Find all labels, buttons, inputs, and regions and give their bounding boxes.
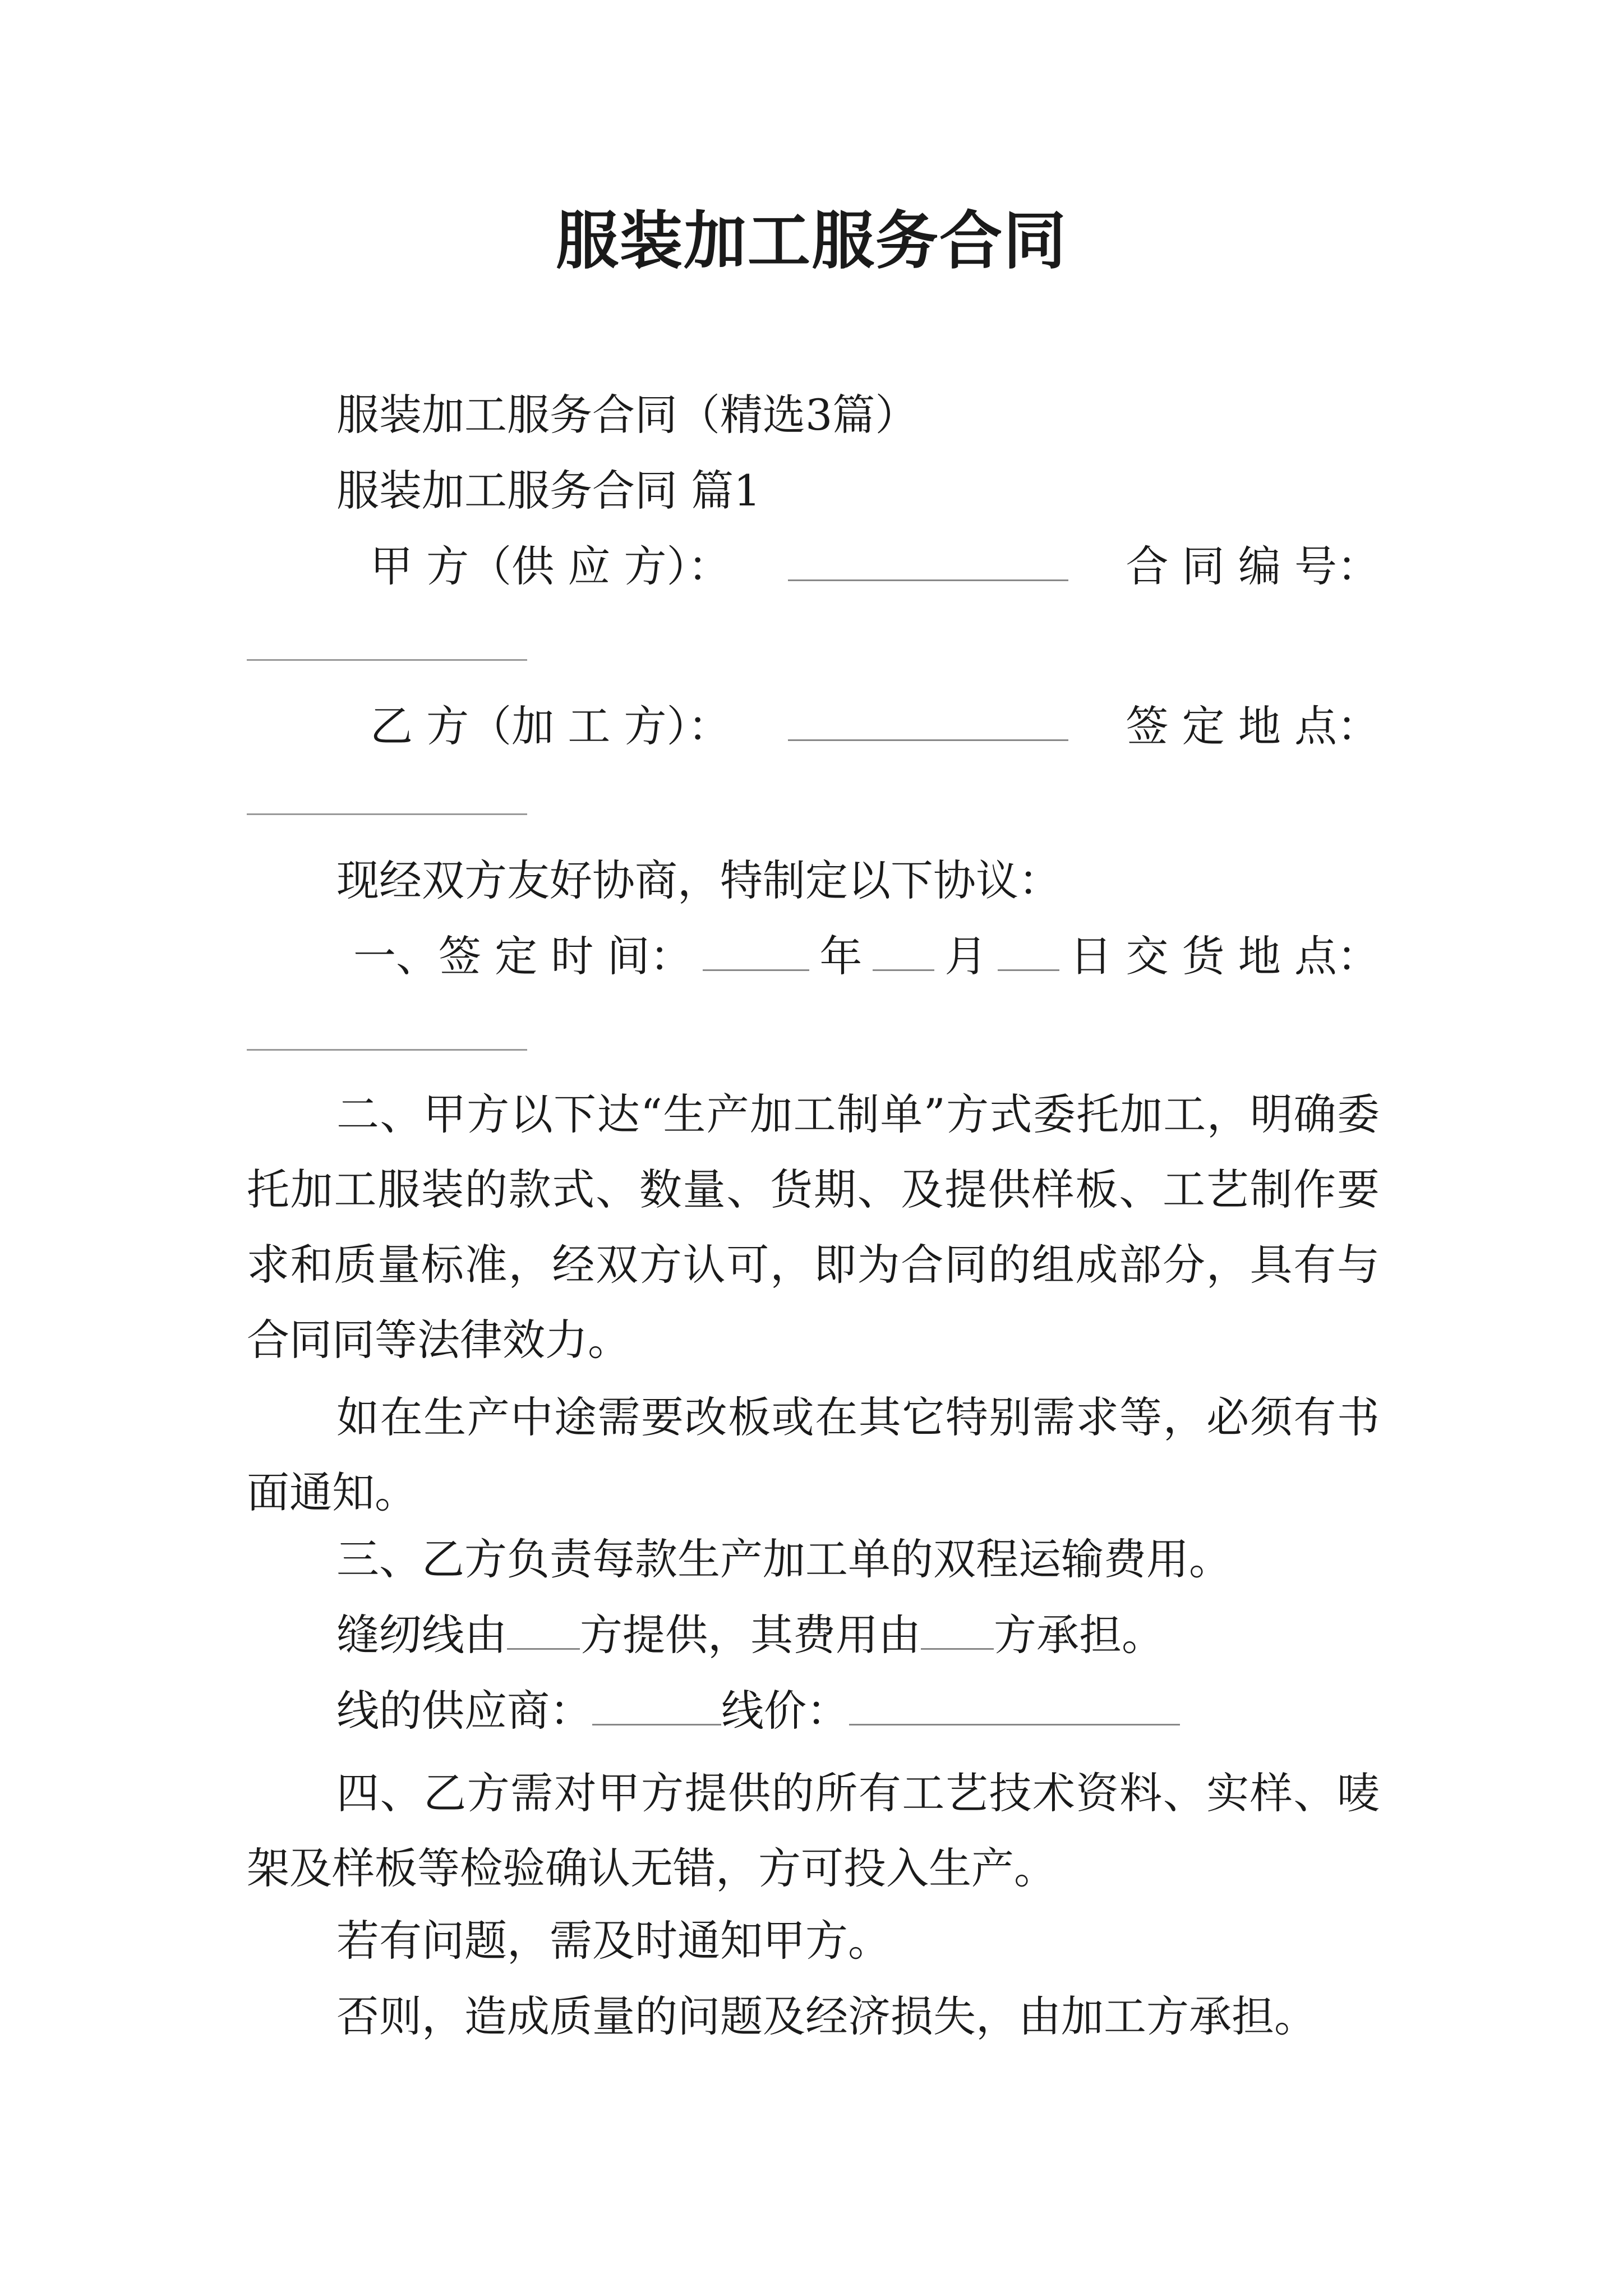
year-blank — [703, 930, 809, 971]
clause-2: 二、甲方以下达“生产加工制单”方式委托加工，明确委托加工服装的款式、数量、货期、及提供样板、工艺制作要求和质量标准，经双方认可，即为合同的组成部分，具有与合同同等法律效力。 — [247, 1089, 1380, 1365]
clause-3: 三、乙方负责每款生产加工单的双程运输费用。 — [336, 1534, 1232, 1584]
contract-number-blank — [247, 659, 527, 661]
supplier-blank — [592, 1688, 721, 1726]
clause-4: 四、乙方需对甲方提供的所有工艺技术资料、实样、唛架及样板等检验确认无错，方可投入生产。 — [247, 1768, 1380, 1893]
document-title: 服装加工服务合同 — [556, 204, 1067, 278]
thread-part-1: 缝纫线由 — [336, 1610, 507, 1660]
section-heading: 服装加工服务合同 篇1 — [336, 466, 761, 516]
thread-cost-blank — [921, 1612, 994, 1650]
clause-4-note-2: 否则，造成质量的问题及经济损失，由加工方承担。 — [336, 1991, 1317, 2041]
supplier-label: 线的供应商： — [336, 1686, 592, 1736]
party-a-label: 甲 方（供 应 方）： — [370, 541, 731, 591]
signing-place-blank — [247, 813, 527, 815]
party-a-line — [370, 539, 1380, 595]
price-label: 线价： — [721, 1686, 849, 1736]
thread-line — [336, 1607, 1380, 1663]
price-blank — [849, 1688, 1180, 1726]
thread-part-3: 方承担。 — [994, 1610, 1164, 1660]
year-label: 年 — [819, 931, 863, 981]
month-blank — [873, 930, 934, 971]
thread-supplier-blank — [507, 1612, 580, 1650]
delivery-place-blank — [247, 1049, 527, 1051]
clause-1-line — [353, 928, 1380, 984]
supplier-line — [336, 1683, 1380, 1739]
clause-2-note: 如在生产中途需要改板或在其它特别需求等，必须有书面通知。 — [247, 1392, 1380, 1517]
subtitle: 服装加工服务合同（精选3篇） — [336, 390, 918, 440]
delivery-place-label: 日 交 货 地 点： — [1069, 931, 1380, 981]
intro-text: 现经双方友好协商，特制定以下协议： — [336, 855, 1061, 905]
party-a-blank — [788, 540, 1068, 581]
party-b-label: 乙 方（加 工 方）： — [370, 701, 731, 751]
clause-4-note-1: 若有问题，需及时通知甲方。 — [336, 1916, 891, 1966]
clause-1-prefix: 一、签 定 时 间： — [353, 931, 693, 981]
day-blank — [998, 930, 1059, 971]
thread-part-2: 方提供，其费用由 — [580, 1610, 921, 1660]
month-label: 月 — [944, 931, 988, 981]
party-b-blank — [788, 700, 1068, 741]
contract-number-label: 合 同 编 号： — [1126, 541, 1380, 591]
party-b-line — [370, 698, 1380, 754]
signing-place-label: 签 定 地 点： — [1126, 701, 1380, 751]
